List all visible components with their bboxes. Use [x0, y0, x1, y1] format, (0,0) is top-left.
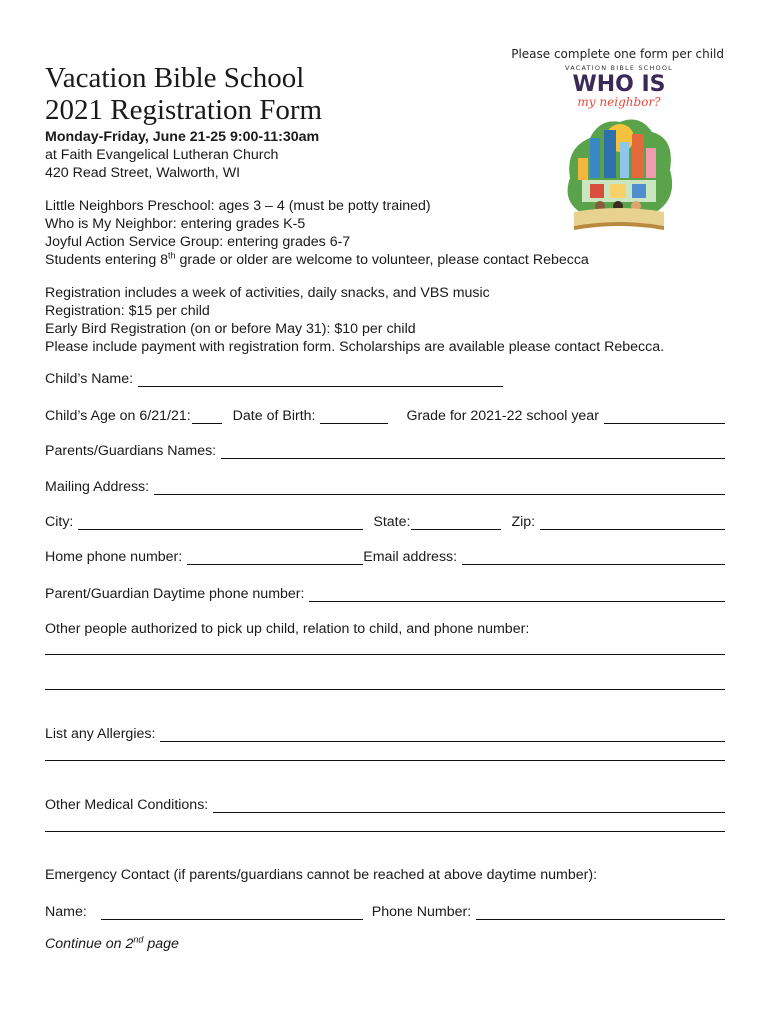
emergency-name-field[interactable] — [101, 905, 363, 920]
emergency-phone-label: Phone Number: — [371, 904, 472, 920]
home-phone-label: Home phone number: — [45, 549, 183, 565]
daytime-phone-label: Parent/Guardian Daytime phone number: — [45, 586, 305, 602]
emergency-label: Emergency Contact (if parents/guardians cannot be reached at above daytime number): — [45, 867, 598, 883]
mailing-field[interactable] — [154, 480, 725, 495]
title-line-1: Vacation Bible School — [45, 62, 305, 94]
location-line-1: at Faith Evangelical Lutheran Church — [45, 147, 279, 163]
reg-line: Please include payment with registration form. Scholarships are available please contact Rebecca. — [45, 339, 665, 355]
home-phone-field[interactable] — [187, 550, 363, 565]
child-name-field[interactable] — [138, 372, 503, 387]
state-label: State: — [373, 514, 411, 530]
parents-label: Parents/Guardians Names: — [45, 443, 217, 459]
logo-headline: WHO IS — [572, 72, 666, 97]
vbs-logo — [560, 64, 678, 240]
dob-field[interactable] — [320, 409, 388, 424]
zip-label: Zip: — [511, 514, 536, 530]
medical-row — [45, 793, 725, 813]
email-field[interactable] — [462, 550, 725, 565]
grade-label: Grade for 2021-22 school year — [406, 408, 599, 424]
emergency-name-label: Name: — [45, 904, 87, 920]
parents-field[interactable] — [221, 444, 725, 459]
age-row — [45, 404, 725, 424]
event-info — [45, 128, 319, 182]
logo-subline: my neighbor? — [577, 95, 661, 109]
city-field[interactable] — [78, 515, 363, 530]
mailing-row — [45, 475, 725, 495]
reg-line: Registration includes a week of activities, daily snacks, and VBS music — [45, 285, 490, 301]
top-note: Please complete one form per child — [511, 47, 724, 61]
form-title — [45, 62, 322, 126]
emergency-row — [45, 863, 725, 883]
zip-field[interactable] — [540, 515, 725, 530]
group-line: Little Neighbors Preschool: ages 3 – 4 (must be potty trained) — [45, 198, 431, 214]
email-label: Email address: — [363, 549, 458, 565]
age-groups — [45, 197, 589, 269]
location-line-2: 420 Read Street, Walworth, WI — [45, 165, 241, 181]
state-field[interactable] — [411, 515, 501, 530]
reg-line: Registration: $15 per child — [45, 303, 210, 319]
logo-tagline: VACATION BIBLE SCHOOL — [564, 64, 673, 72]
phone-row — [45, 545, 725, 565]
reg-line: Early Bird Registration (on or before May 31): $10 per child — [45, 321, 416, 337]
allergies-line-2[interactable] — [45, 760, 725, 761]
medical-field[interactable] — [213, 798, 725, 813]
group-line: Students entering 8th grade or older are welcome to volunteer, please contact Rebecca — [45, 250, 589, 268]
city-row — [45, 510, 725, 530]
daytime-phone-row — [45, 582, 725, 602]
child-name-row — [45, 367, 725, 387]
title-line-2: 2021 Registration Form — [45, 94, 323, 126]
daytime-phone-field[interactable] — [309, 587, 725, 602]
dob-label: Date of Birth: — [232, 408, 316, 424]
group-line: Joyful Action Service Group: entering grades 6-7 — [45, 234, 351, 250]
medical-label: Other Medical Conditions: — [45, 797, 209, 813]
medical-line-2[interactable] — [45, 831, 725, 832]
continue-note: Continue on 2nd page — [45, 934, 179, 952]
mailing-label: Mailing Address: — [45, 479, 150, 495]
event-dates: Monday-Friday, June 21-25 9:00-11:30am — [45, 129, 320, 145]
allergies-field[interactable] — [160, 727, 725, 742]
child-age-field[interactable] — [192, 409, 222, 424]
parents-row — [45, 439, 725, 459]
emergency-contact-row — [45, 900, 725, 920]
emergency-phone-field[interactable] — [476, 905, 725, 920]
pickup-label: Other people authorized to pick up child, relation to child, and phone number: — [45, 621, 530, 637]
city-label: City: — [45, 514, 74, 530]
pickup-row — [45, 617, 725, 637]
allergies-row — [45, 722, 725, 742]
pickup-line-2[interactable] — [45, 689, 725, 690]
group-line: Who is My Neighbor: entering grades K-5 — [45, 216, 306, 232]
child-name-label: Child’s Name: — [45, 371, 134, 387]
child-age-label: Child’s Age on 6/21/21: — [45, 408, 191, 424]
neighborhood-illustration — [560, 108, 678, 238]
pickup-line-1[interactable] — [45, 654, 725, 655]
allergies-label: List any Allergies: — [45, 726, 156, 742]
registration-info — [45, 284, 664, 356]
grade-field[interactable] — [604, 409, 725, 424]
